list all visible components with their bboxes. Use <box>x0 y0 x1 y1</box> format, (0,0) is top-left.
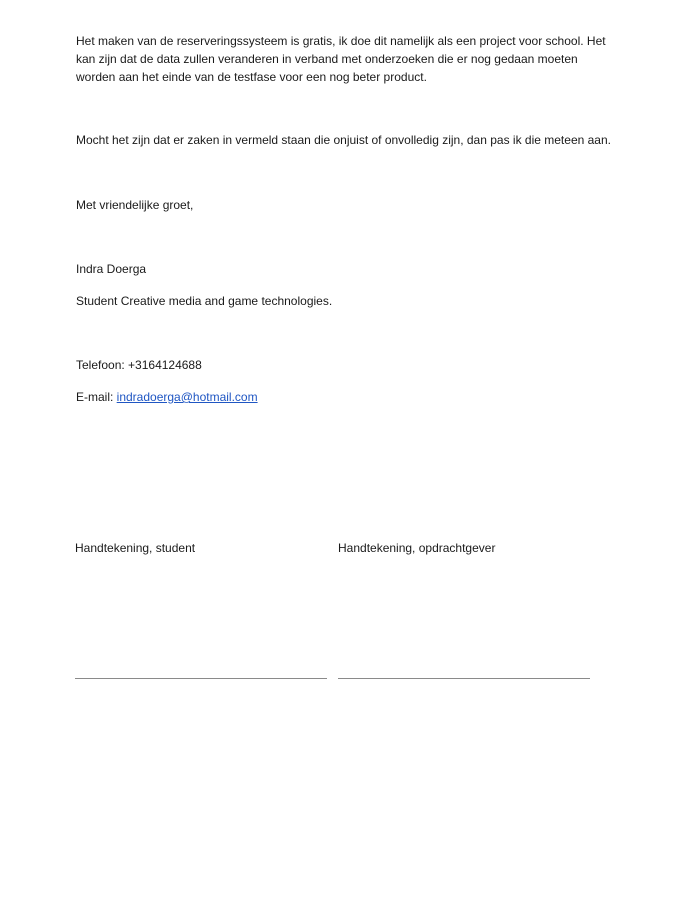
signature-label-client: Handtekening, opdrachtgever <box>338 541 496 555</box>
email-link[interactable]: indradoerga@hotmail.com <box>116 390 258 404</box>
sender-name: Indra Doerga <box>76 262 147 276</box>
body-paragraph-corrections: Mocht het zijn dat er zaken in vermeld staan die onjuist of onvolledig zijn, dan pas ik die meteen aan. <box>76 133 611 147</box>
sender-role: Student Creative media and game technologies. <box>76 294 333 308</box>
sender-email <box>76 388 258 406</box>
body-paragraph-project: Het maken van de reserveringssysteem is gratis, ik doe dit namelijk als een project voor school. Het kan zijn dat de data zullen veranderen in verband met onderzoeken die er nog gedaan moeten worden aan het einde van de testfase voor een nog beter product. <box>76 34 606 84</box>
email-label: E-mail: <box>76 390 117 404</box>
signature-line-client <box>338 678 590 679</box>
signature-line-student <box>75 678 327 679</box>
signature-label-student: Handtekening, student <box>75 541 196 555</box>
closing-greeting: Met vriendelijke groet, <box>76 198 194 212</box>
sender-phone: Telefoon: +3164124688 <box>76 358 202 372</box>
